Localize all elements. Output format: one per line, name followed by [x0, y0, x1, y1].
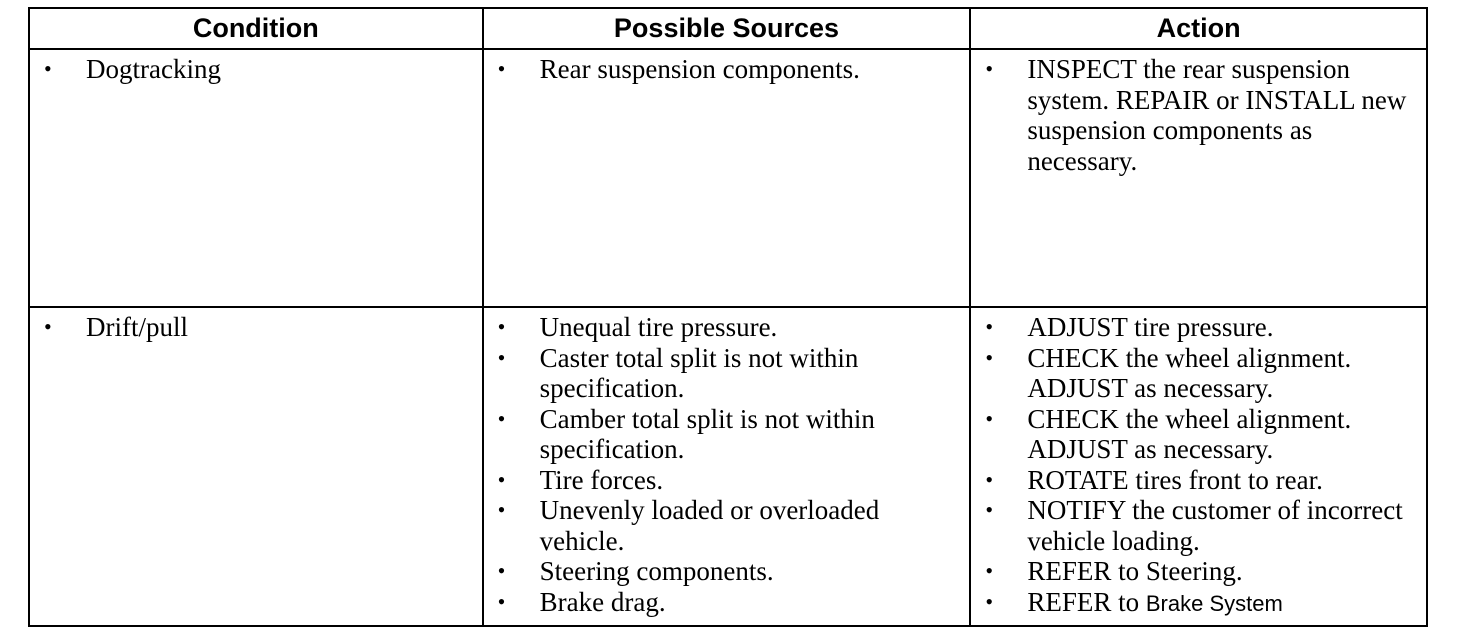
header-action: Action	[970, 8, 1427, 49]
header-possible-sources: Possible Sources	[483, 8, 971, 49]
bullet-icon: •	[497, 405, 506, 431]
action-item	[971, 556, 1426, 587]
action-text: ADJUST tire pressure.	[1027, 312, 1274, 342]
actions-cell	[970, 307, 1427, 626]
source-text: Unequal tire pressure.	[539, 312, 778, 342]
bullet-icon: •	[497, 497, 506, 522]
source-item	[484, 404, 970, 465]
condition-cell	[29, 307, 483, 626]
condition-item	[30, 54, 482, 85]
action-item	[971, 465, 1426, 496]
sources-cell	[483, 307, 971, 626]
source-text: Rear suspension components.	[539, 54, 860, 84]
action-text: INSPECT the rear suspension system. REPAIR or INSTALL new suspension components as necessary.	[1027, 54, 1407, 176]
source-text: Steering components.	[539, 556, 774, 586]
source-text: Tire forces.	[539, 464, 664, 495]
action-item	[971, 343, 1426, 404]
bullet-icon: •	[985, 314, 994, 339]
source-item	[484, 556, 970, 587]
action-item	[971, 404, 1426, 465]
bullet-icon: •	[985, 466, 994, 492]
source-text: Unevenly loaded or overloaded vehicle.	[539, 495, 880, 556]
action-text: REFER to	[1027, 586, 1140, 617]
table-row	[29, 307, 1427, 626]
action-text: ROTATE tires front to rear.	[1027, 464, 1323, 495]
source-item	[484, 343, 970, 404]
bullet-icon: •	[497, 466, 506, 492]
action-item	[971, 495, 1426, 556]
action-item	[971, 54, 1426, 176]
source-item	[484, 465, 970, 496]
bullet-icon: •	[497, 56, 506, 81]
condition-text: Drift/pull	[86, 312, 188, 342]
action-text: NOTIFY the customer of incorrect vehicle loading.	[1027, 495, 1403, 556]
bullet-icon: •	[497, 314, 506, 339]
bullet-icon: •	[985, 588, 994, 614]
header-condition: Condition	[29, 8, 483, 49]
bullet-icon: •	[985, 344, 994, 370]
source-item	[484, 495, 970, 556]
source-item	[484, 312, 970, 343]
bullet-icon: •	[44, 56, 52, 81]
action-text: REFER to Steering.	[1027, 556, 1243, 586]
source-item	[484, 54, 970, 85]
sources-cell	[483, 49, 971, 307]
header-row	[29, 8, 1427, 49]
action-text: CHECK the wheel alignment. ADJUST as necessary.	[1027, 403, 1352, 464]
source-text: Camber total split is not within specification.	[539, 403, 875, 464]
bullet-icon: •	[985, 558, 994, 583]
bullet-icon: •	[985, 56, 994, 81]
action-item	[971, 587, 1426, 620]
condition-item	[30, 312, 482, 343]
brake-system-reference: Brake System	[1145, 590, 1283, 616]
bullet-icon: •	[985, 405, 994, 431]
bullet-icon: •	[497, 344, 506, 370]
action-item	[971, 312, 1426, 343]
bullet-icon: •	[497, 588, 506, 614]
diagnosis-table	[28, 7, 1428, 627]
source-text: Brake drag.	[539, 586, 666, 617]
bullet-icon: •	[985, 497, 994, 522]
actions-cell	[970, 49, 1427, 307]
action-text: CHECK the wheel alignment. ADJUST as necessary.	[1027, 342, 1352, 403]
bullet-icon: •	[44, 314, 52, 339]
source-item	[484, 587, 970, 618]
bullet-icon: •	[497, 558, 506, 583]
condition-text: Dogtracking	[86, 54, 221, 84]
condition-cell	[29, 49, 483, 307]
table-row	[29, 49, 1427, 307]
source-text: Caster total split is not within specification.	[539, 342, 859, 403]
